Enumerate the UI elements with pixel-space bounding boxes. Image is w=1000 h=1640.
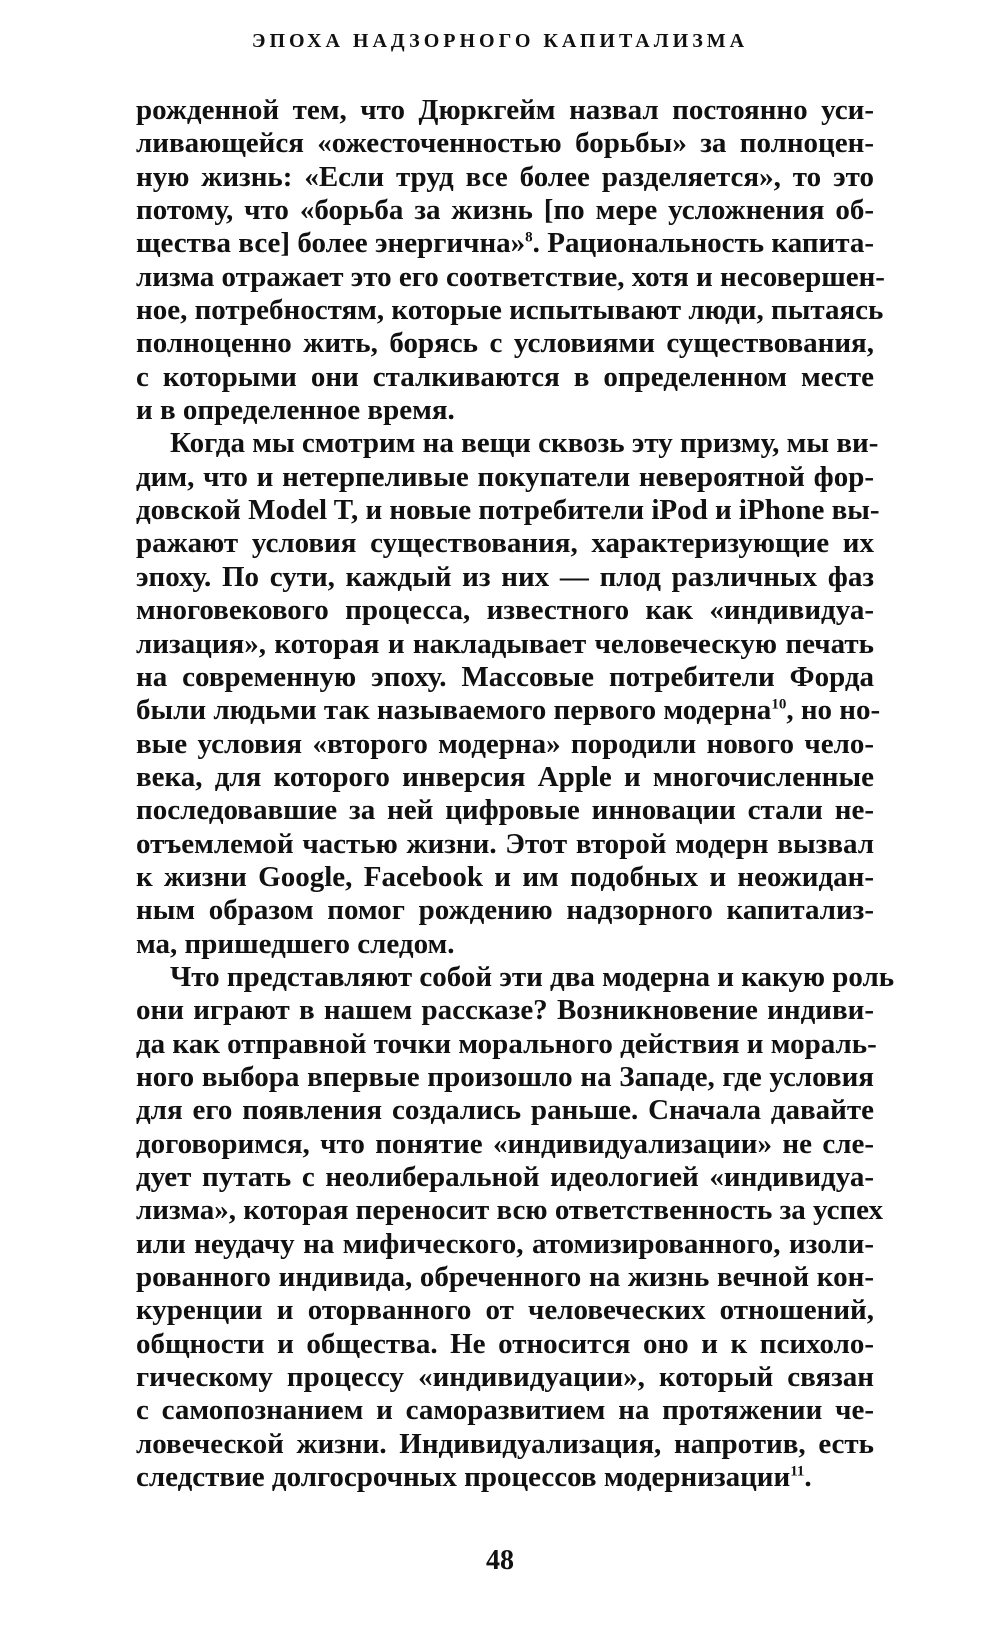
running-header: ЭПОХА НАДЗОРНОГО КАПИТАЛИЗМА [251,30,749,52]
text-line: куренции и оторванного от человеческих отношений, [136,1294,874,1327]
text-line: дим, что и нетерпеливые покупатели невероятной фор- [136,460,874,493]
text-fragment: . Рациональность капита- [532,227,874,260]
text-line-with-footnote [136,694,881,727]
text-fragment: щества все] более энергична» [136,227,526,260]
text-line: Что представляют собой эти два модерна и какую роль [170,960,895,993]
text-line: ма, пришедшего следом. [136,927,455,960]
text-line: Когда мы смотрим на вещи сквозь эту призму, мы ви- [170,427,879,460]
text-line: дует путать с неолиберальной идеологией «индивидуа- [136,1161,874,1193]
text-line: ловеческой жизни. Индивидуализация, напротив, есть [136,1427,874,1460]
footnote-marker: 11 [790,1463,805,1480]
text-line: с которыми они сталкиваются в определенном месте [136,360,874,393]
text-line: потому, что «борьба за жизнь [по мере усложнения об- [136,194,874,227]
text-line: вые условия «второго модерна» породили нового чело- [136,727,874,760]
text-line-with-footnote [136,1461,874,1494]
text-line: ливающейся «ожесточенностью борьбы» за полноцен- [136,127,874,160]
body-text [136,94,895,1494]
text-line: многовекового процесса, известного как «индивидуа- [136,594,874,627]
text-line: и в определенное время. [136,394,455,427]
footnote-marker: 8 [525,229,533,246]
text-line: довской Model T, и новые потребители iPod и iPhone вы- [136,494,880,527]
text-line: полноценно жить, борясь с условиями существования, [136,327,874,360]
footnote-marker: 10 [771,696,787,713]
page-number: 48 [486,1545,514,1576]
text-fragment: следствие долгосрочных процессов модернизации [136,1461,791,1494]
text-line: лизма отражает это его соответствие, хотя и несовершен- [136,260,885,293]
text-line: да как отправной точки морального действия и мораль- [136,1027,877,1060]
text-fragment: были людьми так называемого первого модерна [136,694,772,727]
text-line: эпоху. По сути, каждый из них — плод различных фаз [136,560,874,593]
text-line: для его появления создались раньше. Сначала давайте [136,1094,874,1127]
text-line: на современную эпоху. Массовые потребители Форда [136,660,874,693]
text-line: рожденной тем, что Дюркгейм назвал постоянно уси- [136,94,874,126]
text-line: ное, потребностям, которые испытывают люди, пытаясь [136,294,884,327]
text-line: договоримся, что понятие «индивидуализации» не сле- [136,1127,874,1160]
text-fragment: . [804,1461,812,1494]
text-line: лизма», которая переносит всю ответственность за успех [136,1194,883,1227]
text-line: ным образом помог рождению надзорного капитализ- [136,894,874,927]
text-line-with-footnote [136,227,874,260]
text-line: века, для которого инверсия Apple и многочисленные [136,760,874,793]
text-line: ражают условия существования, характеризующие их [136,527,874,560]
text-fragment: , но но- [786,694,881,727]
text-line: отъемлемой частью жизни. Этот второй модерн вызвал [136,827,874,860]
text-line: общности и общества. Не относится оно и к психоло- [136,1327,874,1360]
text-line: с самопознанием и саморазвитием на протяжении че- [136,1394,874,1427]
text-line: или неудачу на мифического, атомизированного, изоли- [136,1227,874,1260]
text-line: последовавшие за ней цифровые инновации стали не- [136,794,874,827]
text-line: лизация», которая и накладывает человеческую печать [136,627,874,660]
text-line: ную жизнь: «Если труд все более разделяется», то это [136,160,874,193]
text-line: гическому процессу «индивидуации», который связан [136,1361,874,1394]
text-line: они играют в нашем рассказе? Возникновение индиви- [136,994,874,1027]
text-line: ного выбора впервые произошло на Западе, где условия [136,1060,874,1093]
text-line: к жизни Google, Facebook и им подобных и неожидан- [136,860,874,893]
text-line: рованного индивида, обреченного на жизнь вечной кон- [136,1261,874,1294]
